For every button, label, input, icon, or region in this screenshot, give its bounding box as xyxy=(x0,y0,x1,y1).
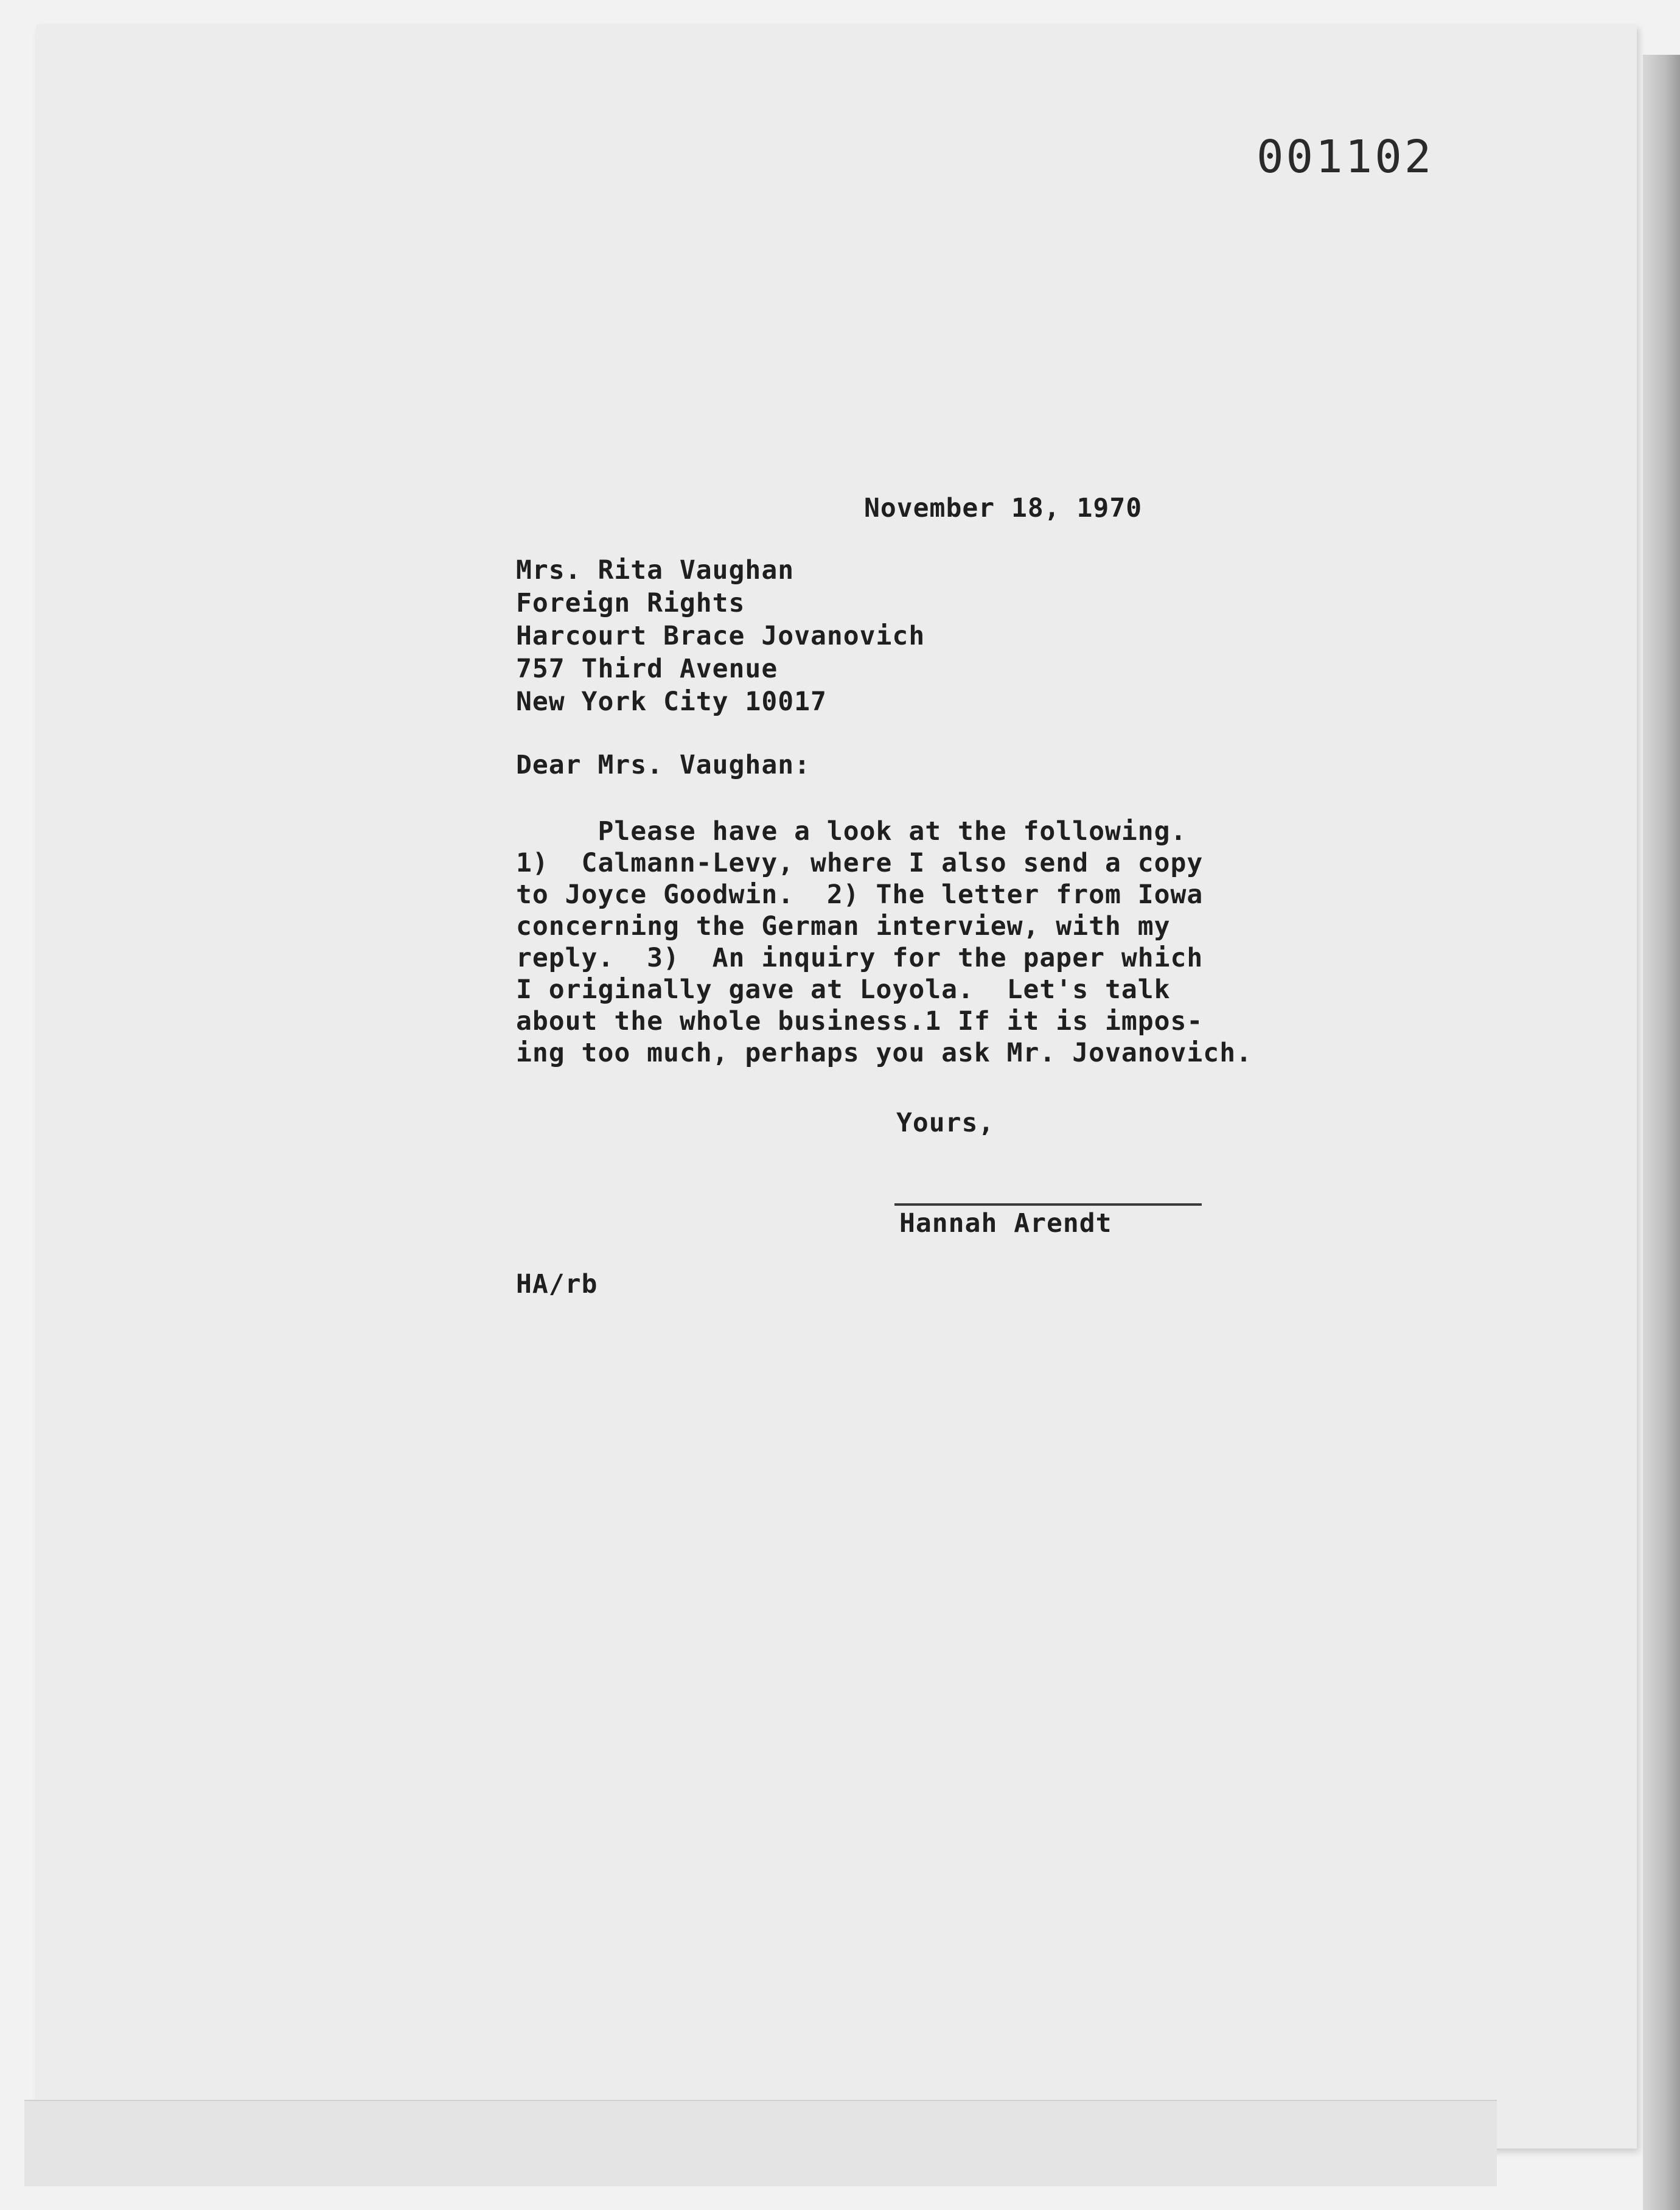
body-line: Please have a look at the following. xyxy=(516,816,1187,847)
body-line: I originally gave at Loyola. Let's talk xyxy=(516,974,1171,1005)
letter-body xyxy=(516,816,1252,1069)
body-line: reply. 3) An inquiry for the paper which xyxy=(516,943,1204,973)
letter-page xyxy=(37,24,1637,2149)
body-line: ing too much, perhaps you ask Mr. Jovanovich. xyxy=(516,1038,1252,1068)
body-line: about the whole business.1 If it is impos- xyxy=(516,1006,1204,1037)
address-line: Harcourt Brace Jovanovich xyxy=(516,621,925,651)
signature-line xyxy=(894,1203,1202,1206)
body-line: 1) Calmann-Levy, where I also send a copy xyxy=(516,848,1204,878)
address-line: Foreign Rights xyxy=(516,588,745,618)
address-line: Mrs. Rita Vaughan xyxy=(516,555,795,586)
closing: Yours, xyxy=(896,1108,995,1138)
salutation: Dear Mrs. Vaughan: xyxy=(516,750,810,780)
letter-date: November 18, 1970 xyxy=(864,493,1143,523)
document-number: 001102 xyxy=(1257,131,1434,183)
address-line: 757 Third Avenue xyxy=(516,654,778,684)
page-bottom-edge xyxy=(24,2100,1497,2186)
body-line: to Joyce Goodwin. 2) The letter from Iowa xyxy=(516,879,1204,910)
signature-name: Hannah Arendt xyxy=(899,1208,1112,1239)
address-line: New York City 10017 xyxy=(516,687,827,717)
recipient-address xyxy=(516,554,925,718)
typist-initials: HA/rb xyxy=(516,1269,598,1299)
page-edge-shadow xyxy=(1643,55,1680,2210)
body-line: concerning the German interview, with my xyxy=(516,911,1171,942)
